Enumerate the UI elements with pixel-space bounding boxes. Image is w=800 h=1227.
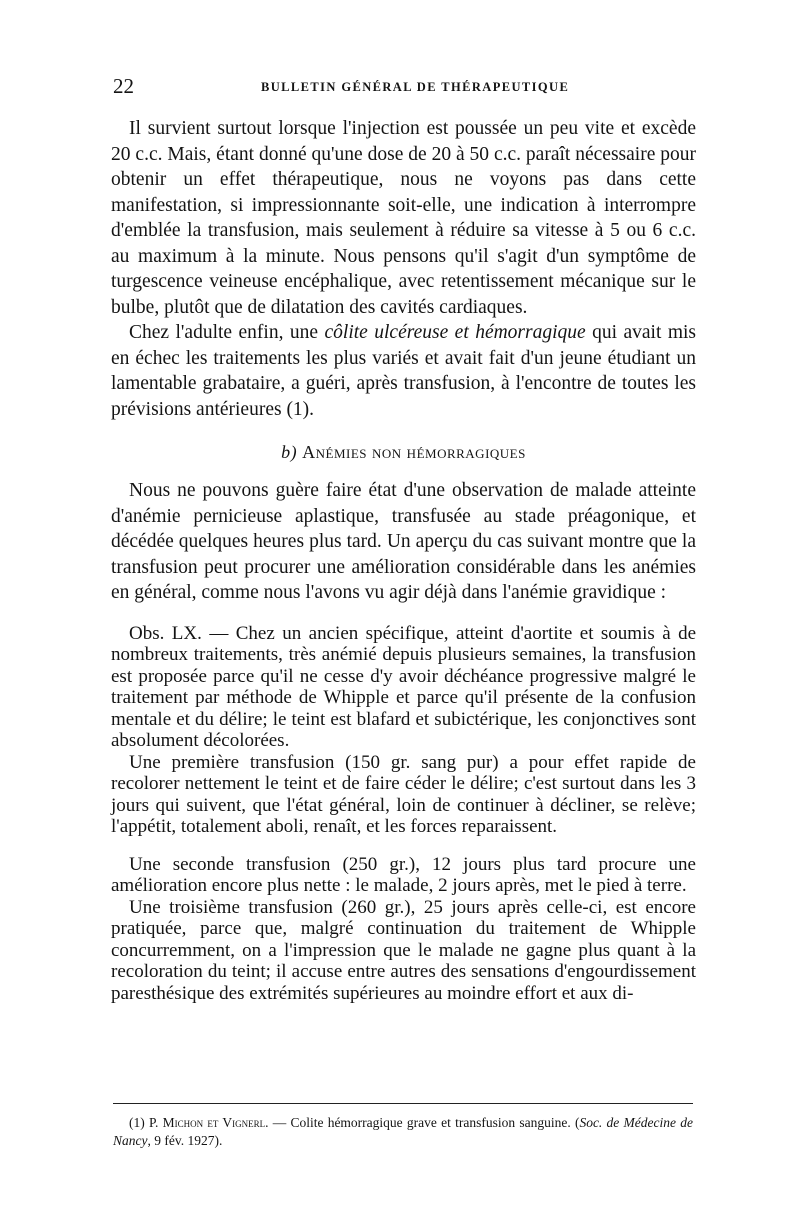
running-head: BULLETIN GÉNÉRAL DE THÉRAPEUTIQUE bbox=[261, 80, 570, 94]
footnote-rule bbox=[113, 1103, 693, 1104]
observation-paragraph-4: Une troisième transfusion (260 gr.), 25 jours après celle-ci, est encore pratiquée, parce que, malgré continuation du traitement de Whipple concurremment, on a l'impression que le malade ne gagne plus quant à la recoloration du teint; il accuse entre autres des sensations d'engourdissement paresthésique des extrémités supérieures au moindre effort et aux di- bbox=[111, 896, 696, 1004]
observation-paragraph-2: Une première transfusion (150 gr. sang pur) a pour effet rapide de recolorer nettement le teint et de faire céder le délire; c'est surtout dans les 3 jours qui suivent, que l'état général, loin de continuer à décliner, se relève; l'appétit, totalement aboli, renaît, et les forces reparaissent. bbox=[111, 751, 696, 837]
footnote-title: — Colite hémorragique grave et transfusion sanguine. ( bbox=[268, 1115, 580, 1130]
footnote-marker: (1) P. bbox=[129, 1115, 163, 1130]
paragraph-3: Nous ne pouvons guère faire état d'une observation de malade atteinte d'anémie pernicieuse aplastique, transfusée au stade préagonique, et décédée quelques heures plus tard. Un aperçu du cas suivant montre que la transfusion peut procurer une amélioration considérable dans les anémies en général, comme nous l'avons vu agir déjà dans l'anémie gravidique : bbox=[111, 480, 696, 603]
observation-block bbox=[111, 623, 696, 1005]
section-letter: b) bbox=[281, 442, 298, 462]
body-text bbox=[111, 116, 696, 1004]
paragraph-1: Il survient surtout lorsque l'injection est poussée un peu vite et excède 20 c.c. Mais, étant donné qu'une dose de 20 à 50 c.c. paraît nécessaire pour obtenir un effet thérapeutique, nous ne voyons pas dans cette manifestation, si impressionnante soit-elle, une indication à interrompre d'emblée la transfusion, mais seulement à réduire sa vitesse à 5 ou 6 c.c. au maximum à la minute. Nous pensons qu'il s'agit d'un symptôme de turgescence veineuse encéphalique, avec retentissement mécanique sur le bulbe, plutôt que de dilatation des cavités cardiaques. bbox=[111, 118, 696, 318]
observation-paragraph-1: Obs. LX. — Chez un ancien spécifique, atteint d'aortite et soumis à de nombreux traitements, très anémié depuis plusieurs semaines, la transfusion est proposée parce qu'il ne cesse d'y avoir déchéance progressive malgré le traitement par méthode de Whipple et parce qu'il présente de la confusion mentale et du délire; le teint est blafard et subictérique, les conjonctives sont absolument décolorées. bbox=[111, 622, 696, 751]
page-number: 22 bbox=[113, 74, 134, 98]
paragraph-2-italic: côlite ulcéreuse et hémorragique bbox=[324, 322, 586, 343]
section-title: Anémies non hémorragiques bbox=[302, 442, 526, 462]
page-header bbox=[113, 74, 693, 104]
footnote-source: Soc. de Médecine de Nancy bbox=[113, 1115, 693, 1148]
section-heading bbox=[111, 442, 696, 463]
footnote-authors: Michon et Vignerl. bbox=[162, 1115, 269, 1130]
paragraph-2 bbox=[111, 320, 696, 422]
footnote-date: , 9 fév. 1927). bbox=[147, 1133, 223, 1148]
observation-paragraph-3: Une seconde transfusion (250 gr.), 12 jours plus tard procure une amélioration encore plus nette : le malade, 2 jours après, met le pied à terre. bbox=[111, 853, 696, 896]
paragraph-2-start: Chez l'adulte enfin, une bbox=[129, 322, 325, 343]
paragraph-2-end: qui avait mis en échec les traitements les plus variés et avait fait d'un jeune étudiant un lamentable grabataire, a guéri, après transfusion, à l'encontre de toutes les prévisions antérieures (1). bbox=[111, 322, 696, 420]
footnote bbox=[113, 1114, 693, 1150]
